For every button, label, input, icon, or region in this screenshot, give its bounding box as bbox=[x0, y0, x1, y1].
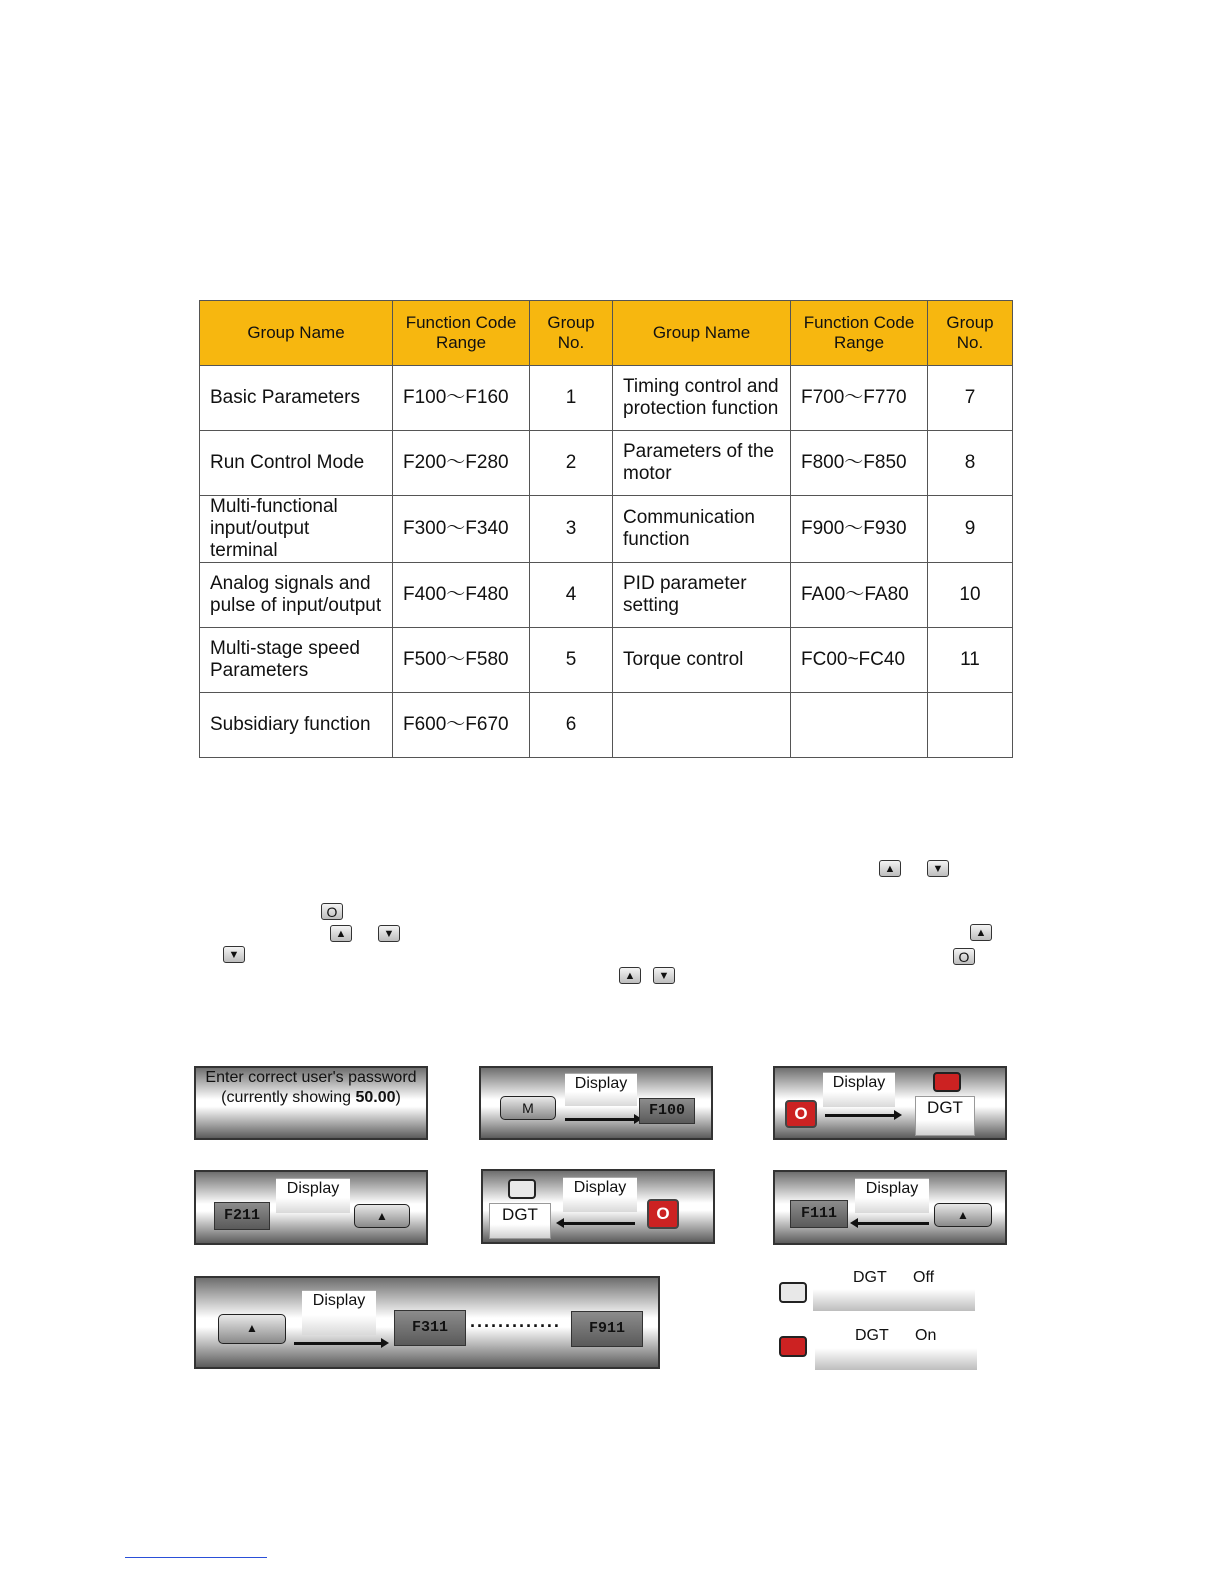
up-panel-1 bbox=[194, 1170, 428, 1245]
up-key-icon: ▲ bbox=[879, 860, 901, 877]
table-cell: F300～F340 bbox=[393, 496, 530, 563]
table-cell: F100～F160 bbox=[393, 366, 530, 431]
table-row bbox=[200, 693, 1013, 758]
display-label: Display bbox=[855, 1178, 929, 1213]
table-row bbox=[200, 366, 1013, 431]
table-row bbox=[200, 563, 1013, 628]
table-cell: F800～F850 bbox=[791, 431, 928, 496]
legend-dgt-label: DGT bbox=[853, 1269, 887, 1286]
table-cell: Analog signals and pulse of input/output bbox=[200, 563, 393, 628]
header-function-code-range: Function Code Range bbox=[393, 301, 530, 366]
dgt-led-off-icon bbox=[508, 1179, 536, 1199]
display-screen: F211 bbox=[214, 1202, 270, 1230]
table-cell: Communication function bbox=[613, 496, 791, 563]
arrow-left-icon bbox=[563, 1222, 635, 1225]
dgt-on-panel bbox=[773, 1066, 1007, 1140]
display-screen: F111 bbox=[790, 1200, 848, 1228]
up-button[interactable]: ▲ bbox=[354, 1204, 410, 1228]
up-panel-2 bbox=[773, 1170, 1007, 1245]
table-cell bbox=[613, 693, 791, 758]
legend-dgt-off bbox=[813, 1267, 975, 1311]
table-cell: Multi-stage speed Parameters bbox=[200, 628, 393, 693]
dgt-led-off-icon bbox=[779, 1282, 807, 1303]
o-button[interactable]: O bbox=[647, 1199, 679, 1229]
display-label: Display bbox=[276, 1178, 350, 1213]
table-row bbox=[200, 628, 1013, 693]
footnote-divider bbox=[125, 1557, 267, 1558]
table-cell: F500～F580 bbox=[393, 628, 530, 693]
up-key-icon: ▲ bbox=[619, 967, 641, 984]
display-screen-end: F911 bbox=[571, 1311, 643, 1347]
header-group-no: Group No. bbox=[530, 301, 613, 366]
table-cell: 10 bbox=[928, 563, 1013, 628]
up-button[interactable]: ▲ bbox=[934, 1203, 992, 1227]
dgt-indicator: DGT bbox=[489, 1203, 551, 1239]
table-cell: 2 bbox=[530, 431, 613, 496]
display-label: Display bbox=[823, 1072, 895, 1107]
arrow-right-icon bbox=[565, 1118, 635, 1121]
table-cell: F200～F280 bbox=[393, 431, 530, 496]
table-cell: F700～F770 bbox=[791, 366, 928, 431]
table-cell bbox=[928, 693, 1013, 758]
table-cell: 3 bbox=[530, 496, 613, 563]
table-cell: F900～F930 bbox=[791, 496, 928, 563]
legend-state-off: Off bbox=[913, 1269, 935, 1286]
arrow-right-icon bbox=[294, 1342, 382, 1345]
display-screen-start: F311 bbox=[394, 1310, 466, 1346]
header-group-name: Group Name bbox=[200, 301, 393, 366]
table-cell: Basic Parameters bbox=[200, 366, 393, 431]
table-cell: 9 bbox=[928, 496, 1013, 563]
mode-panel bbox=[479, 1066, 713, 1140]
table-cell: Parameters of the motor bbox=[613, 431, 791, 496]
table-row bbox=[200, 431, 1013, 496]
function-group-table bbox=[199, 300, 1013, 758]
dgt-off-panel bbox=[481, 1169, 715, 1244]
table-cell: FC00~FC40 bbox=[791, 628, 928, 693]
table-cell: F600～F670 bbox=[393, 693, 530, 758]
dgt-led-on-icon bbox=[933, 1072, 961, 1092]
table-cell: F400～F480 bbox=[393, 563, 530, 628]
table-cell: Timing control and protection function bbox=[613, 366, 791, 431]
o-key-icon: O bbox=[953, 948, 975, 965]
legend-state-on: On bbox=[915, 1327, 937, 1344]
password-panel bbox=[194, 1066, 428, 1140]
header-group-no: Group No. bbox=[928, 301, 1013, 366]
o-button[interactable]: O bbox=[785, 1100, 817, 1128]
down-key-icon: ▼ bbox=[653, 967, 675, 984]
table-cell: Multi-functional input/output terminal bbox=[200, 496, 393, 563]
legend-dgt-label: DGT bbox=[855, 1327, 889, 1344]
table-cell: 5 bbox=[530, 628, 613, 693]
up-button[interactable]: ▲ bbox=[218, 1314, 286, 1344]
arrow-right-icon bbox=[825, 1114, 895, 1117]
o-key-icon: O bbox=[321, 903, 343, 920]
header-function-code-range: Function Code Range bbox=[791, 301, 928, 366]
mode-button[interactable]: M bbox=[500, 1096, 556, 1120]
table-cell: 7 bbox=[928, 366, 1013, 431]
table-cell: PID parameter setting bbox=[613, 563, 791, 628]
dgt-indicator: DGT bbox=[915, 1096, 975, 1136]
display-screen: F100 bbox=[639, 1098, 695, 1124]
table-cell: Torque control bbox=[613, 628, 791, 693]
header-group-name: Group Name bbox=[613, 301, 791, 366]
ellipsis-dots: ············· bbox=[470, 1316, 561, 1336]
display-label: Display bbox=[563, 1177, 637, 1212]
password-hint-suffix: ) bbox=[395, 1089, 401, 1106]
password-prompt: Enter correct user's password bbox=[205, 1069, 417, 1086]
table-cell: Run Control Mode bbox=[200, 431, 393, 496]
legend-dgt-on bbox=[815, 1326, 977, 1370]
password-current-value: 50.00 bbox=[355, 1089, 396, 1106]
table-cell: 1 bbox=[530, 366, 613, 431]
table-row bbox=[200, 496, 1013, 563]
table-cell: FA00～FA80 bbox=[791, 563, 928, 628]
arrow-left-icon bbox=[857, 1222, 929, 1225]
dgt-led-on-icon bbox=[779, 1336, 807, 1357]
table-cell: 4 bbox=[530, 563, 613, 628]
down-key-icon: ▼ bbox=[927, 860, 949, 877]
table-cell bbox=[791, 693, 928, 758]
display-label: Display bbox=[565, 1073, 637, 1106]
table-header-row bbox=[200, 301, 1013, 366]
password-hint-prefix: (currently showing bbox=[221, 1089, 356, 1106]
display-label: Display bbox=[302, 1290, 376, 1335]
table-cell: Subsidiary function bbox=[200, 693, 393, 758]
down-key-icon: ▼ bbox=[223, 946, 245, 963]
table-cell: 6 bbox=[530, 693, 613, 758]
up-key-icon: ▲ bbox=[970, 924, 992, 941]
down-key-icon: ▼ bbox=[378, 925, 400, 942]
up-key-icon: ▲ bbox=[330, 925, 352, 942]
scroll-panel bbox=[194, 1276, 660, 1369]
table-cell: 8 bbox=[928, 431, 1013, 496]
table-cell: 11 bbox=[928, 628, 1013, 693]
